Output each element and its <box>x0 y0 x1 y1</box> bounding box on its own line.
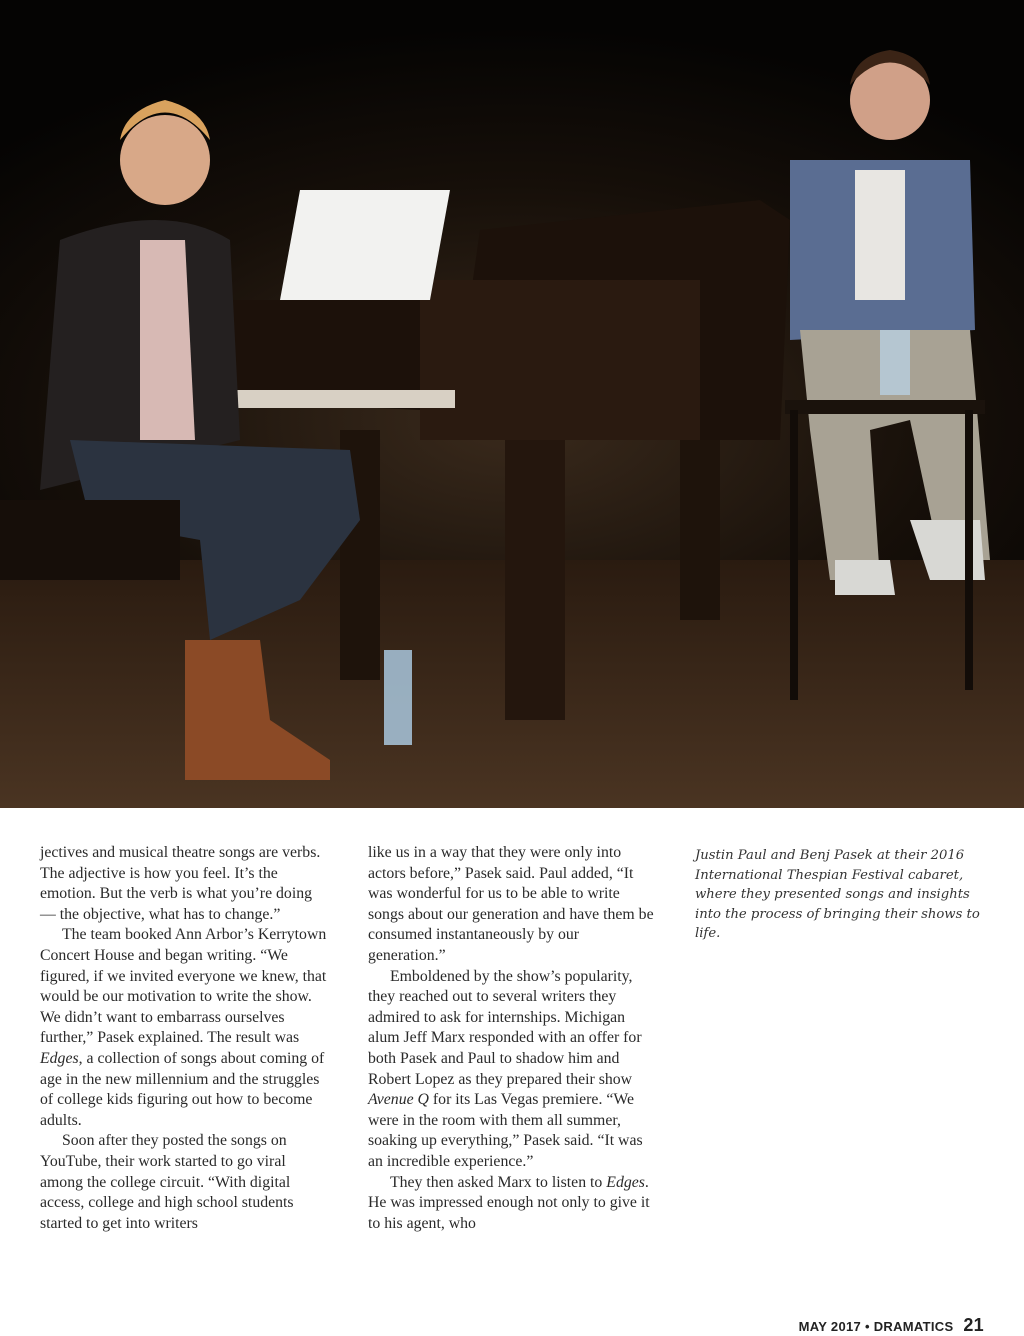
paragraph: Emboldened by the show’s popularity, they reached out to several writers they admired to ask for internships. Michigan alum Jeff Marx responded with an offer for both Pasek and Paul to shadow him and Robert Lopez as they prepared their show Avenue Q for its Las Vegas premiere. “We were in the room with them all summer, soaking up everything,” Pasek said. “It was an incredible experience.” <box>368 967 643 1170</box>
paragraph: They then asked Marx to listen to Edges. He was impressed enough not only to give it to his agent, who <box>368 1173 650 1232</box>
paragraph: The team booked Ann Arbor’s Kerrytown Concert House and began writing. “We figured, if we invited everyone we knew, that would be our motivation to write the show. We didn’t want to embarrass ourselves further,” Pasek explained. The result was Edges, a collection of songs about coming of age in the new millennium and the struggles of college kids figuring out how to become adults. <box>40 926 327 1129</box>
article-column-2 <box>368 843 658 1234</box>
page-number: 21 <box>963 1315 984 1335</box>
paragraph: like us in a way that they were only into actors before,” Pasek said. Paul added, “It was wonderful for us to be able to write songs about our generation and have them be consumed instantaneously by our generation.” <box>368 844 654 964</box>
page-footer <box>799 1315 984 1336</box>
article-column-1 <box>40 843 330 1234</box>
water-bottle <box>384 650 412 745</box>
paragraph: jectives and musical theatre songs are verbs. The adjective is how you feel. It’s the emotion. But the verb is what you’re doing — the objective, what has to change.” <box>40 844 321 923</box>
paragraph: Soon after they posted the songs on YouTube, their work started to go viral among the college circuit. “With digital access, college and high school students started to get into writers <box>40 1132 294 1232</box>
footer-label: MAY 2017 • DRAMATICS <box>798 1319 954 1334</box>
photo-caption: Justin Paul and Benj Pasek at their 2016 International Thespian Festival cabaret, where they presented songs and insights into the process of bringing their shows to life. <box>695 848 980 942</box>
